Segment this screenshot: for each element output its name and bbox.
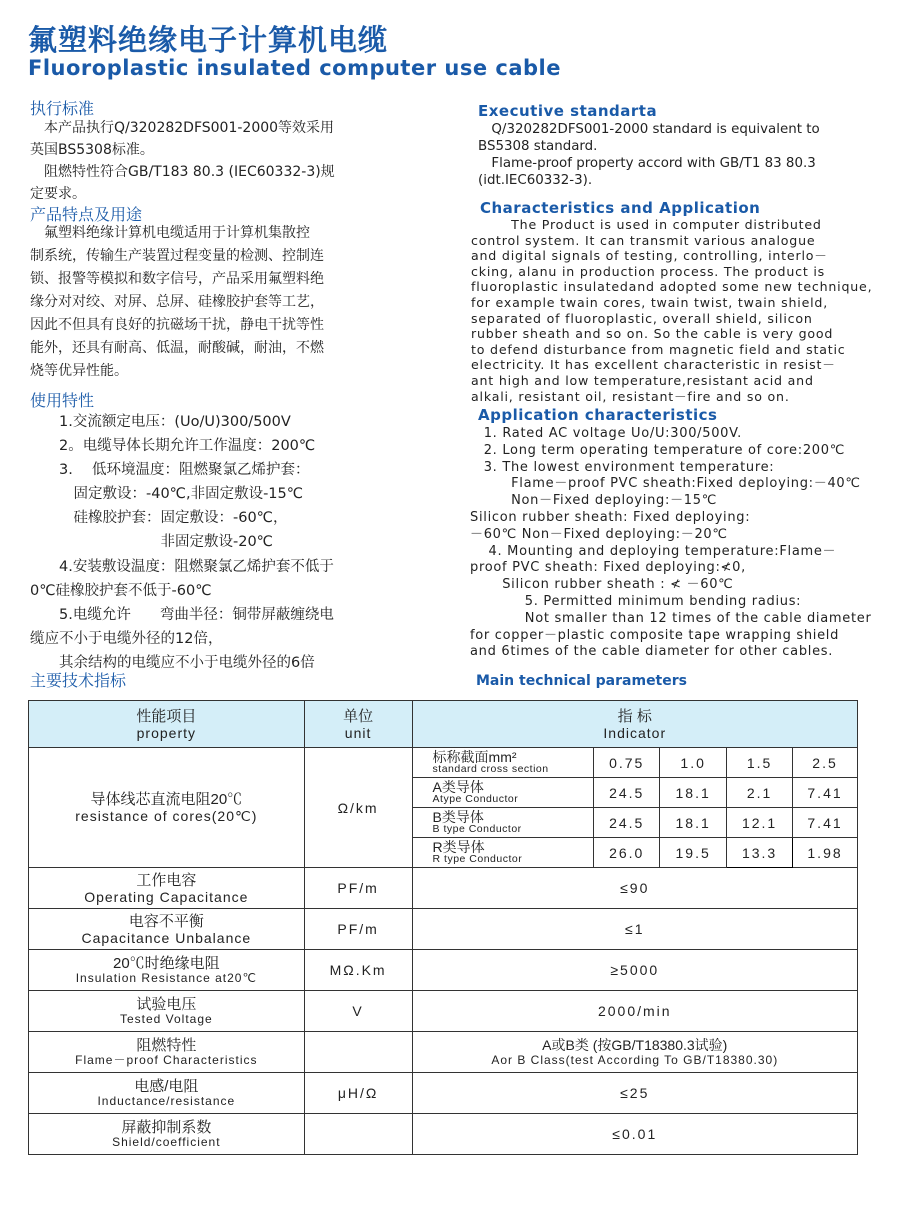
text-line: 阻燃特性符合GB/T183 80.3 (IEC60332-3)规 — [30, 164, 335, 180]
resistance-label-cn: 导体线芯直流电阻20℃ — [90, 791, 243, 808]
row-label — [29, 868, 305, 909]
row-value: ≤0.01 — [412, 1114, 857, 1155]
text-line: 0℃硅橡胶护套不低于-60℃ — [30, 582, 212, 599]
text-line: Non－Fixed deploying:－15℃ — [470, 493, 718, 509]
table-cell: 1.5 — [727, 748, 793, 778]
row-label-en: Insulation Resistance at20℃ — [75, 971, 257, 985]
text-line: 1.交流额定电压：(Uo/U)300/500V — [30, 414, 291, 430]
row-label-en: Tested Voltage — [119, 1012, 213, 1026]
row-label-en: Operating Capacitance — [84, 888, 249, 905]
char-heading-cn: 产品特点及用途 — [30, 205, 143, 224]
text-line: Silicon rubber sheath : ≮ －60℃ — [470, 577, 734, 593]
row-label-cn: 工作电容 — [136, 871, 197, 889]
text-line: Not smaller than 12 times of the cable diameter — [470, 610, 872, 626]
table-cell: 24.5 — [594, 778, 660, 808]
row-unit — [304, 1032, 412, 1073]
text-line: 因此不但具有良好的抗磁场干扰，静电干扰等性 — [30, 317, 324, 333]
text-line: and 6times of the cable diameter for other cables. — [470, 644, 834, 660]
row-value — [412, 1032, 857, 1073]
row-unit: MΩ.Km — [304, 950, 412, 991]
sub-row-label-en: standard cross section — [432, 763, 549, 775]
row-unit: μH/Ω — [304, 1073, 412, 1114]
param-heading-en: Main technical parameters — [476, 673, 687, 689]
row-value-cn: A或B类 (按GB/T18380.3试验) — [542, 1037, 728, 1053]
text-line: 5. Permitted minimum bending radius: — [470, 593, 802, 609]
resistance-label-en: resistance of cores(20℃) — [75, 808, 258, 824]
text-line: for example twain cores, twain twist, twain shield, — [471, 294, 829, 310]
text-line: 硅橡胶护套：固定敷设：-60℃， — [30, 510, 288, 527]
table-cell: 7.41 — [793, 808, 858, 838]
param-heading-cn: 主要技术指标 — [30, 671, 127, 690]
table-row — [29, 909, 858, 950]
app-text-en — [470, 426, 872, 661]
text-line: The Product is used in computer distributed — [471, 217, 822, 232]
page-title-en: Fluoroplastic insulated computer use cable — [28, 56, 561, 80]
text-line: separated of fluoroplastic, overall shield, silicon — [471, 310, 813, 326]
header-property — [29, 701, 305, 748]
text-line: Flame－proof PVC sheath:Fixed deploying:－40℃ — [470, 476, 861, 492]
row-label-en: Shield/coefficient — [112, 1135, 221, 1149]
sub-row-label — [412, 748, 594, 778]
text-line: Silicon rubber sheath: Fixed deploying: — [470, 509, 751, 525]
text-line: (idt.IEC60332-3). — [478, 173, 593, 188]
text-line: ant high and low temperature,resistant acid and — [471, 372, 814, 388]
row-value: ≤25 — [412, 1073, 857, 1114]
spec-table — [28, 700, 858, 1155]
row-label-cn: 电感/电阻 — [134, 1078, 199, 1095]
text-line: proof PVC sheath: Fixed deploying:≮0, — [470, 560, 746, 576]
table-header-row — [29, 701, 858, 748]
table-cell: 2.5 — [793, 748, 858, 778]
text-line: BS5308 standard. — [478, 139, 598, 154]
row-label — [29, 909, 305, 950]
text-line: 1. Rated AC voltage Uo/U:300/500V. — [470, 426, 742, 441]
table-cell-highlighted: 13.3 — [727, 838, 793, 868]
table-row — [29, 1073, 858, 1114]
text-line: rubber sheath and so on. So the cable is very good — [471, 326, 834, 342]
row-label — [29, 1073, 305, 1114]
sub-row-label-cn: R类导体 — [432, 839, 485, 855]
row-value-en: Aor B Class(test According To GB/T18380.30) — [491, 1053, 779, 1067]
row-label-cn: 电容不平衡 — [128, 912, 204, 930]
sub-row-label-en: R type Conductor — [432, 853, 523, 865]
sub-row-label — [412, 778, 594, 808]
sub-row-label-en: Atype Conductor — [432, 793, 519, 805]
exec-heading-cn: 执行标准 — [30, 99, 95, 118]
row-unit: PF/m — [304, 909, 412, 950]
char-text-en — [471, 217, 872, 404]
text-line: cking, alanu in production process. The product is — [471, 263, 826, 279]
app-heading-en: Application characteristics — [478, 406, 718, 424]
text-line: to defend disturbance from magnetic field and static — [471, 341, 846, 357]
sub-row-label-cn: 标称截面mm² — [432, 749, 517, 765]
text-line: 能外，还具有耐高、低温，耐酸碱，耐油，不燃 — [30, 340, 324, 356]
row-unit: V — [304, 991, 412, 1032]
header-property-en: property — [136, 724, 196, 741]
table-row — [29, 748, 858, 778]
row-label-cn: 试验电压 — [136, 996, 197, 1013]
text-line: 定要求。 — [30, 186, 86, 202]
row-label-en: Inductance/resistance — [97, 1094, 236, 1108]
text-line: 3. The lowest environment temperature: — [470, 459, 775, 475]
text-line: 非固定敷设-20℃ — [30, 534, 273, 551]
exec-text-en — [478, 121, 820, 189]
row-label-en: Capacitance Unbalance — [81, 929, 252, 946]
row-value: ≤1 — [412, 909, 857, 950]
table-row — [29, 991, 858, 1032]
row-value: ≥5000 — [412, 950, 857, 991]
table-row — [29, 1114, 858, 1155]
table-cell: 26.0 — [594, 838, 660, 868]
header-property-cn: 性能项目 — [136, 707, 197, 725]
row-unit: PF/m — [304, 868, 412, 909]
exec-heading-en: Executive standarta — [478, 102, 658, 120]
header-indicator-cn: 指 标 — [617, 707, 652, 725]
text-line: 5.电缆允许 弯曲半径：铜带屏蔽缠绕电 — [30, 606, 334, 623]
text-line: 制系统，传输生产装置过程变量的检测、控制连 — [30, 248, 324, 264]
text-line: 4.安装敷设温度：阻燃聚氯乙烯护套不低于 — [30, 558, 334, 575]
row-unit — [304, 1114, 412, 1155]
page-title-cn: 氟塑料绝缘电子计算机电缆 — [28, 23, 389, 57]
sub-row-label-cn: A类导体 — [432, 779, 484, 795]
row-label — [29, 950, 305, 991]
row-value: ≤90 — [412, 868, 857, 909]
resistance-unit: Ω/km — [304, 748, 412, 868]
row-label-en: Flame－proof Characteristics — [75, 1053, 258, 1067]
char-text-cn — [30, 222, 324, 383]
header-indicator-en: Indicator — [603, 724, 667, 741]
text-line: 缘分对对绞、对屏、总屏、硅橡胶护套等工艺， — [30, 294, 324, 310]
sub-row-label-cn: B类导体 — [432, 809, 484, 825]
row-label — [29, 991, 305, 1032]
header-unit-en: unit — [344, 724, 372, 741]
text-line: 缆应不小于电缆外径的12倍， — [30, 630, 223, 647]
text-line: control system. It can transmit various analogue — [471, 232, 816, 248]
row-label — [29, 1032, 305, 1073]
text-line: Q/320282DFS001-2000 standard is equivalent to — [478, 122, 820, 137]
text-line: alkali, resistant oil, resistant－fire and so on. — [471, 388, 790, 404]
row-label — [29, 1114, 305, 1155]
sub-row-label-en: B type Conductor — [432, 823, 522, 835]
text-line: 氟塑料绝缘计算机电缆适用于计算机集散控 — [30, 225, 310, 241]
text-line: 3. 低环境温度：阻燃聚氯乙烯护套： — [30, 462, 310, 479]
table-cell: 1.0 — [660, 748, 727, 778]
header-unit-cn: 单位 — [343, 707, 374, 725]
table-cell: 2.1 — [727, 778, 793, 808]
resistance-label — [29, 748, 305, 868]
row-label-cn: 屏蔽抑制系数 — [121, 1119, 212, 1136]
table-cell: 24.5 — [594, 808, 660, 838]
table-cell: 18.1 — [660, 808, 727, 838]
row-value: 2000/min — [412, 991, 857, 1032]
table-row — [29, 950, 858, 991]
text-line: electricity. It has excellent characteristic in resist－ — [471, 357, 836, 373]
sub-row-label — [412, 838, 594, 868]
row-label-cn: 20℃时绝缘电阻 — [112, 955, 220, 972]
text-line: for copper－plastic composite tape wrapping shield — [470, 627, 840, 643]
text-line: －60℃ Non－Fixed deploying:－20℃ — [470, 526, 728, 542]
text-line: 英国BS5308标准。 — [30, 142, 154, 158]
row-label-cn: 阻燃特性 — [136, 1037, 197, 1054]
table-cell: 19.5 — [660, 838, 727, 868]
text-line: 锁、报警等模拟和数字信号，产品采用氟塑料绝 — [30, 271, 324, 287]
table-row — [29, 868, 858, 909]
text-line: fluoroplastic insulatedand adopted some new technique, — [471, 279, 873, 295]
use-text-cn — [30, 410, 334, 675]
table-cell: 1.98 — [793, 838, 858, 868]
table-cell: 12.1 — [727, 808, 793, 838]
table-cell: 18.1 — [660, 778, 727, 808]
table-cell: 7.41 — [793, 778, 858, 808]
text-line: 固定敷设：-40℃,非固定敷设-15℃ — [30, 486, 304, 503]
text-line: 烧等优异性能。 — [30, 363, 128, 379]
text-line: 2. Long term operating temperature of core:200℃ — [470, 442, 846, 458]
header-unit — [304, 701, 412, 748]
table-row — [29, 1032, 858, 1073]
char-heading-en: Characteristics and Application — [480, 199, 761, 217]
sub-row-label — [412, 808, 594, 838]
text-line: 4. Mounting and deploying temperature:Flame－ — [470, 543, 837, 559]
use-heading-cn: 使用特性 — [30, 391, 95, 410]
exec-text-cn — [30, 117, 335, 205]
text-line: 2。电缆导体长期允许工作温度：200℃ — [30, 438, 316, 455]
text-line: 本产品执行Q/320282DFS001-2000等效采用 — [30, 120, 335, 136]
header-indicator — [412, 701, 857, 748]
table-cell: 0.75 — [594, 748, 660, 778]
text-line: and digital signals of testing, controlling, interlo－ — [471, 248, 828, 264]
text-line: 其余结构的电缆应不小于电缆外径的6倍 — [30, 654, 315, 671]
text-line: Flame-proof property accord with GB/T1 83 80.3 — [478, 156, 816, 171]
